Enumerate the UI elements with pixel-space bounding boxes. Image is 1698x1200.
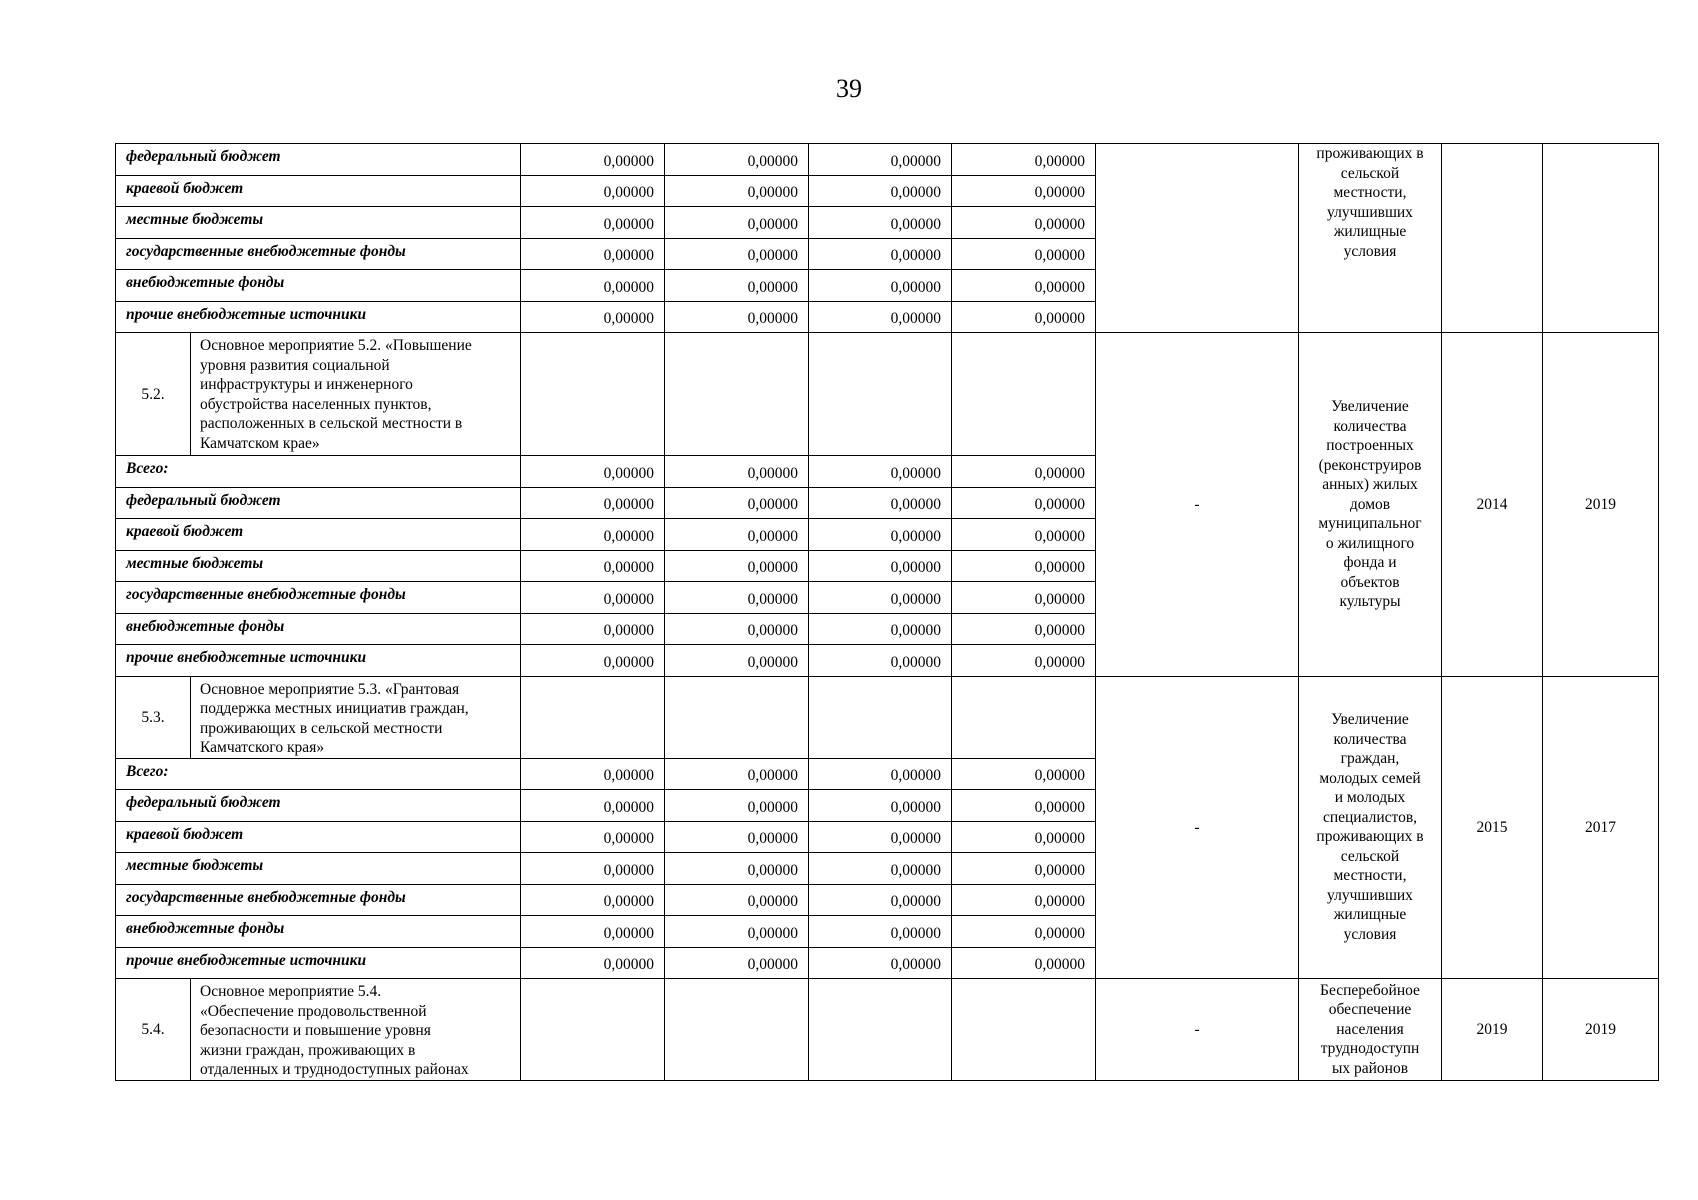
result-line: объектов (1340, 573, 1400, 591)
amount-cell: 0,00000 (809, 758, 952, 790)
amount-cell: 0,00000 (521, 238, 665, 270)
result-line: (реконструиров (1318, 456, 1422, 474)
amount-cell: 0,00000 (809, 853, 952, 885)
result-line: Увеличение (1331, 711, 1409, 729)
result-line: построенных (1326, 437, 1414, 454)
start-year-cell: 2014 (1442, 333, 1543, 677)
amount-cell (521, 979, 665, 1081)
fund-source-label: прочие внебюджетные источники (116, 947, 521, 979)
budget-table (115, 143, 1659, 1081)
amount-cell: 0,00000 (521, 916, 665, 948)
amount-cell: 0,00000 (952, 175, 1096, 207)
fund-source-label: прочие внебюджетные источники (116, 301, 521, 333)
fund-source-label: Всего: (116, 758, 521, 790)
amount-cell (952, 979, 1096, 1081)
amount-cell: 0,00000 (952, 301, 1096, 333)
amount-cell: 0,00000 (521, 645, 665, 677)
amount-cell: 0,00000 (521, 947, 665, 979)
description-line: Камчатском крае» (200, 434, 320, 452)
amount-cell: 0,00000 (952, 456, 1096, 488)
amount-cell (665, 676, 809, 758)
fund-source-label: внебюджетные фонды (116, 270, 521, 302)
amount-cell: 0,00000 (521, 582, 665, 614)
description-line: проживающих в сельской местности (200, 719, 443, 737)
amount-cell: 0,00000 (665, 916, 809, 948)
result-line: Увеличение (1331, 398, 1409, 415)
result-line: проживающих в (1316, 145, 1424, 162)
amount-cell: 0,00000 (521, 550, 665, 582)
fund-source-label: государственные внебюджетные фонды (116, 238, 521, 270)
amount-cell: 0,00000 (665, 301, 809, 333)
amount-cell: 0,00000 (809, 175, 952, 207)
amount-cell: 0,00000 (665, 790, 809, 822)
amount-cell: 0,00000 (809, 550, 952, 582)
description-line: отдаленных и труднодоступных районах (200, 1061, 469, 1078)
fund-source-label: федеральный бюджет (116, 144, 521, 176)
result-cell (1299, 144, 1442, 333)
fund-source-label: Всего: (116, 456, 521, 488)
fund-source-label: местные бюджеты (116, 550, 521, 582)
result-line: ых районов (1331, 1059, 1409, 1077)
amount-cell: 0,00000 (665, 270, 809, 302)
result-line: граждан, (1340, 750, 1400, 768)
amount-cell: 0,00000 (809, 613, 952, 645)
description-line: обустройства населенных пунктов, (200, 395, 432, 413)
amount-cell: 0,00000 (952, 144, 1096, 176)
amount-cell: 0,00000 (665, 144, 809, 176)
result-line: улучшивших (1327, 203, 1413, 221)
amount-cell: 0,00000 (952, 613, 1096, 645)
amount-cell: 0,00000 (809, 238, 952, 270)
amount-cell: 0,00000 (952, 947, 1096, 979)
description-line: поддержка местных инициатив граждан, (200, 700, 469, 717)
amount-cell: 0,00000 (521, 270, 665, 302)
description-line: уровня развития социальной (200, 356, 390, 374)
amount-cell: 0,00000 (665, 238, 809, 270)
amount-cell: 0,00000 (809, 301, 952, 333)
amount-cell: 0,00000 (665, 853, 809, 885)
amount-cell (665, 333, 809, 456)
amount-cell: 0,00000 (809, 144, 952, 176)
amount-cell: 0,00000 (521, 790, 665, 822)
amount-cell: 0,00000 (665, 207, 809, 239)
result-line: количества (1333, 417, 1407, 435)
amount-cell: 0,00000 (521, 207, 665, 239)
result-line: сельской (1340, 847, 1400, 865)
amount-cell: 0,00000 (521, 613, 665, 645)
amount-cell: 0,00000 (952, 758, 1096, 790)
fund-source-label: федеральный бюджет (116, 487, 521, 519)
fund-source-label: внебюджетные фонды (116, 916, 521, 948)
fund-source-label: краевой бюджет (116, 175, 521, 207)
fund-source-label: государственные внебюджетные фонды (116, 884, 521, 916)
result-line: домов (1349, 495, 1391, 513)
amount-cell: 0,00000 (809, 947, 952, 979)
result-line: проживающих в (1316, 828, 1424, 846)
dash-cell: - (1096, 979, 1299, 1081)
amount-cell: 0,00000 (809, 519, 952, 551)
result-line: анных) жилых (1322, 476, 1418, 493)
amount-cell: 0,00000 (665, 487, 809, 519)
result-line: обеспечение (1328, 1001, 1412, 1018)
description-line: инфраструктуры и инженерного (200, 376, 413, 393)
fund-source-label: прочие внебюджетные источники (116, 645, 521, 677)
description-line: Основное мероприятие 5.3. «Грантовая (200, 680, 460, 698)
amount-cell: 0,00000 (521, 487, 665, 519)
amount-cell: 0,00000 (665, 175, 809, 207)
table-row (116, 144, 1659, 176)
result-line: жилищные (1333, 223, 1407, 240)
description-line: Основное мероприятие 5.2. «Повышение (200, 337, 472, 354)
amount-cell: 0,00000 (521, 853, 665, 885)
description-line: расположенных в сельской местности в (200, 415, 463, 432)
result-cell (1299, 333, 1442, 677)
amount-cell: 0,00000 (952, 207, 1096, 239)
amount-cell: 0,00000 (521, 821, 665, 853)
result-line: о жилищного (1325, 534, 1415, 552)
amount-cell: 0,00000 (952, 487, 1096, 519)
description-line: безопасности и повышение уровня (200, 1022, 431, 1039)
amount-cell: 0,00000 (521, 301, 665, 333)
measure-index: 5.2. (116, 333, 191, 456)
result-line: культуры (1339, 593, 1401, 610)
amount-cell: 0,00000 (521, 144, 665, 176)
amount-cell: 0,00000 (809, 916, 952, 948)
result-line: муниципальног (1318, 515, 1422, 532)
amount-cell: 0,00000 (521, 456, 665, 488)
amount-cell: 0,00000 (809, 790, 952, 822)
amount-cell: 0,00000 (809, 270, 952, 302)
amount-cell (665, 979, 809, 1081)
amount-cell: 0,00000 (665, 884, 809, 916)
description-line: «Обеспечение продовольственной (200, 1002, 427, 1020)
end-year-cell (1543, 144, 1659, 333)
amount-cell: 0,00000 (952, 645, 1096, 677)
amount-cell (809, 979, 952, 1081)
amount-cell: 0,00000 (809, 821, 952, 853)
description-line: жизни граждан, проживающих в (200, 1041, 416, 1059)
description-line: Основное мероприятие 5.4. (200, 983, 382, 1000)
amount-cell: 0,00000 (665, 613, 809, 645)
result-cell (1299, 676, 1442, 979)
measure-description (191, 979, 521, 1081)
fund-source-label: краевой бюджет (116, 821, 521, 853)
amount-cell: 0,00000 (665, 456, 809, 488)
measure-row (116, 333, 1659, 456)
amount-cell (521, 676, 665, 758)
amount-cell: 0,00000 (952, 790, 1096, 822)
measure-index: 5.4. (116, 979, 191, 1081)
result-line: Бесперебойное (1320, 981, 1420, 999)
page-number: 39 (836, 74, 862, 103)
amount-cell: 0,00000 (665, 758, 809, 790)
dash-cell (1096, 144, 1299, 333)
result-line: населения (1336, 1020, 1404, 1038)
result-line: фонда и (1343, 554, 1397, 571)
result-line: местности, (1333, 184, 1407, 201)
measure-index: 5.3. (116, 676, 191, 758)
result-cell (1299, 979, 1442, 1081)
amount-cell: 0,00000 (952, 270, 1096, 302)
amount-cell (809, 676, 952, 758)
amount-cell: 0,00000 (665, 550, 809, 582)
amount-cell: 0,00000 (952, 238, 1096, 270)
fund-source-label: местные бюджеты (116, 207, 521, 239)
result-line: условия (1343, 925, 1397, 943)
description-line: Камчатского края» (200, 739, 325, 756)
amount-cell: 0,00000 (952, 519, 1096, 551)
amount-cell: 0,00000 (809, 645, 952, 677)
measure-description (191, 676, 521, 758)
measure-row (116, 676, 1659, 758)
result-line: труднодоступн (1320, 1040, 1420, 1057)
amount-cell: 0,00000 (521, 758, 665, 790)
amount-cell (809, 333, 952, 456)
end-year-cell: 2017 (1543, 676, 1659, 979)
amount-cell: 0,00000 (521, 519, 665, 551)
amount-cell: 0,00000 (665, 519, 809, 551)
result-line: условия (1343, 242, 1397, 260)
result-line: жилищные (1333, 906, 1407, 924)
fund-source-label: внебюджетные фонды (116, 613, 521, 645)
amount-cell: 0,00000 (521, 175, 665, 207)
amount-cell: 0,00000 (952, 853, 1096, 885)
amount-cell: 0,00000 (809, 582, 952, 614)
measure-description (191, 333, 521, 456)
result-line: количества (1333, 730, 1407, 748)
result-line: молодых семей (1319, 769, 1421, 787)
end-year-cell: 2019 (1543, 979, 1659, 1081)
start-year-cell (1442, 144, 1543, 333)
result-line: улучшивших (1327, 886, 1413, 904)
result-line: и молодых (1334, 789, 1406, 807)
dash-cell: - (1096, 676, 1299, 979)
amount-cell (952, 676, 1096, 758)
amount-cell: 0,00000 (952, 884, 1096, 916)
amount-cell: 0,00000 (809, 456, 952, 488)
amount-cell: 0,00000 (952, 916, 1096, 948)
amount-cell: 0,00000 (665, 821, 809, 853)
fund-source-label: государственные внебюджетные фонды (116, 582, 521, 614)
measure-row (116, 979, 1659, 1081)
amount-cell: 0,00000 (665, 947, 809, 979)
fund-source-label: краевой бюджет (116, 519, 521, 551)
start-year-cell: 2019 (1442, 979, 1543, 1081)
amount-cell: 0,00000 (952, 550, 1096, 582)
fund-source-label: местные бюджеты (116, 853, 521, 885)
amount-cell: 0,00000 (952, 582, 1096, 614)
result-line: местности, (1333, 867, 1407, 885)
start-year-cell: 2015 (1442, 676, 1543, 979)
amount-cell: 0,00000 (809, 207, 952, 239)
end-year-cell: 2019 (1543, 333, 1659, 677)
result-line: специалистов, (1322, 808, 1418, 826)
amount-cell: 0,00000 (665, 582, 809, 614)
result-line: сельской (1340, 164, 1400, 182)
amount-cell (521, 333, 665, 456)
amount-cell: 0,00000 (521, 884, 665, 916)
amount-cell: 0,00000 (665, 645, 809, 677)
dash-cell: - (1096, 333, 1299, 677)
table-body (116, 144, 1659, 1081)
fund-source-label: федеральный бюджет (116, 790, 521, 822)
amount-cell: 0,00000 (809, 884, 952, 916)
amount-cell (952, 333, 1096, 456)
amount-cell: 0,00000 (952, 821, 1096, 853)
amount-cell: 0,00000 (809, 487, 952, 519)
